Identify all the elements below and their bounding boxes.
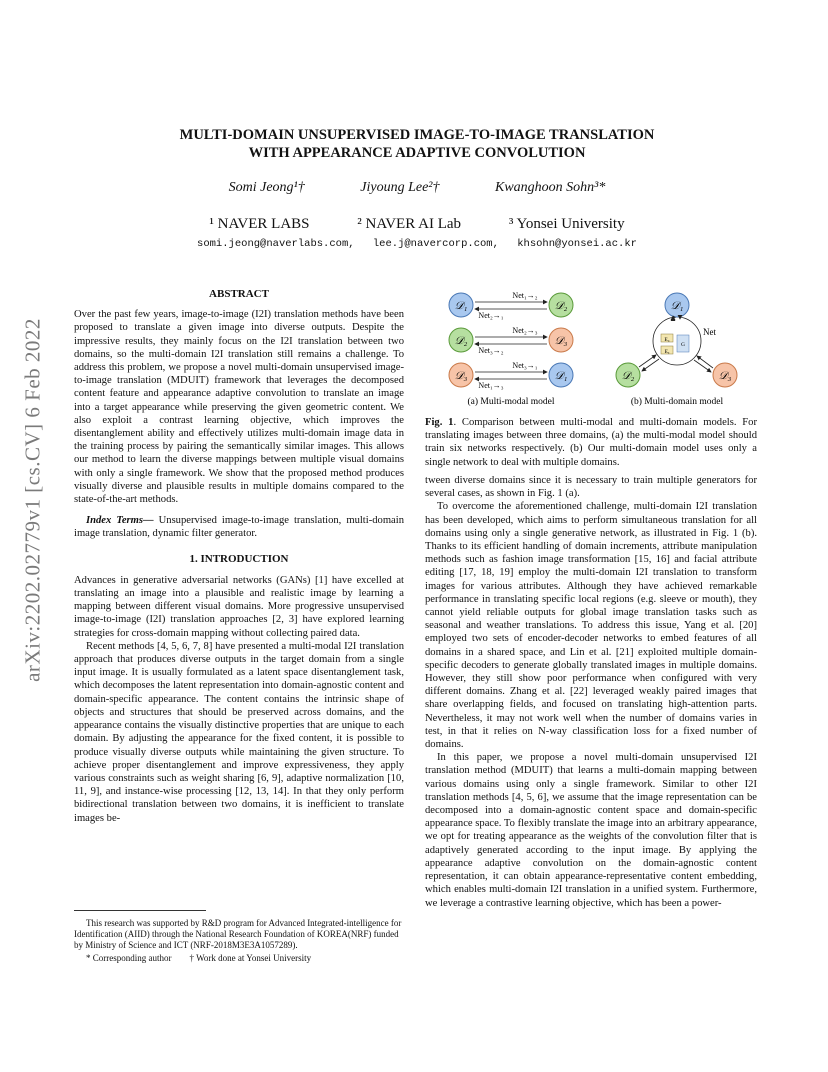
right-paragraph-2: To overcome the aforementioned challenge, multi-domain I2I translation has been developed, which aims to perform simultaneous translation for all domains using only a single generative network, as illustrated in Fig. 1 (b). Thanks to its efficient handling of domain increments, attribute manipulation methods such as fashion image transformation [15, 16] and facial attribute editing [17, 18, 19] employ the multi-domain I2I translation to transform images for various attributes. Although they have achieved remarkable performance in translating specific local regions (e.g. sleeve or mouth), they cannot yield reliable outputs for global image translation tasks such as seasonal and weather translations. To address this issue, Yang et al. [20] employed two sets of encoder-decoder networks to embed features of all domains in a shared space, and Lin et al. [21] exploited multiple domain-specific decoders to generate globally translated images in multiple domains. However, they still show poor performance when configured with very different domains. Zhang et al. [22] leveraged weakly paired images that share overlapping fields, and focused on translating high-attention parts. Nevertheless, it may not work well when the number of domains varies in test, in that it relies on N-way classification loss for a fixed number of domains. <box>425 501 757 751</box>
footnote-rule <box>74 910 206 911</box>
node-d3-row2-label: 𝒟₃ <box>554 335 568 347</box>
abstract-heading: ABSTRACT <box>209 288 269 300</box>
multi-modal-row-3 <box>449 361 573 390</box>
affiliation-3: ³ Yonsei University <box>508 216 625 232</box>
paper-title <box>74 126 760 162</box>
appearance-encoder-label: Eₐ <box>664 349 670 355</box>
index-terms-text: Unsupervised image-to-image translation, multi-domain image translation, dynamic filter generator. <box>74 515 404 540</box>
intro-heading: 1. INTRODUCTION <box>189 552 289 565</box>
generator-label: G <box>681 342 685 348</box>
right-paragraph-3: In this paper, we propose a novel multi-domain unsupervised I2I translation method (MDUIT) that learns a multi-domain mapping between various domains using only a single framework. Similar to other I2I translation methods [4, 5, 6], we assume that the image representation can be decomposed into a domain-agnostic content space and domain-specific appearance space. To flexibly translate the image into an arbitrary appearance, we opt for treating appearance as the weights of the convolution filter that is adaptively generated according to the input image. By applying the appearance adaptive convolution on the domain-agnostic content representation, it can obtain appearance-representative content embedding, which enables multi-domain I2I translation in a unified system. Furthermore, we leverage a contrastive learning objective, which has been a power- <box>425 752 758 909</box>
author-2: Jiyoung Lee²† <box>360 180 440 195</box>
node-d3-row3-label: 𝒟₃ <box>454 370 468 382</box>
node-d2-row2-label: 𝒟₂ <box>454 335 468 347</box>
figure-1-caption-label: Fig. 1 <box>425 417 454 428</box>
affiliation-1: ¹ NAVER LABS <box>209 216 310 232</box>
figure-1-caption-text: . Comparison between multi-modal and multi-domain models. For translating images between three domains, (a) the multi-modal model should train six networks respectively. (b) Our multi-domain model uses only a single network to deal with multiple domains. <box>425 417 758 468</box>
left-column <box>74 288 404 825</box>
figure-1-caption <box>425 416 757 469</box>
node-d1-row1-label: 𝒟₁ <box>454 300 468 312</box>
arxiv-sidebar <box>8 290 58 710</box>
node-d2-right-label: 𝒟₂ <box>621 370 635 382</box>
title-line-1: MULTI-DOMAIN UNSUPERVISED IMAGE-TO-IMAGE TRANSLATION <box>179 127 655 143</box>
right-paragraph-1: tween diverse domains since it is necessary to train multiple generators for several cases, as shown in Fig. 1 (a). <box>425 475 757 500</box>
email-2: lee.j@navercorp.com, <box>372 238 499 250</box>
node-d2-row1-label: 𝒟₂ <box>554 300 568 312</box>
affiliation-list <box>74 216 760 233</box>
multi-modal-row-2 <box>449 326 573 355</box>
figure-1 <box>425 283 757 408</box>
index-terms-label: Index Terms— <box>86 515 154 527</box>
author-1: Somi Jeong¹† <box>228 180 305 195</box>
net-label-1-2: Net₁→₂ <box>512 291 538 300</box>
index-terms <box>74 514 404 540</box>
net-label-1-3: Net₁→₃ <box>478 381 504 390</box>
affiliation-2: ² NAVER AI Lab <box>357 216 462 232</box>
author-3: Kwanghoon Sohn³* <box>494 180 606 195</box>
multi-domain-diagram <box>616 293 737 387</box>
net-label-3-2: Net₃→₂ <box>478 346 504 355</box>
intro-paragraph-1: Advances in generative adversarial networks (GANs) [1] have excelled at translating an image into a plausible and realistic image by learning a mapping between different visual domains. More progressive unsupervised image-to-image (I2I) translation approaches [2, 3] have explored learning strategies for cross-domain mapping without collecting paired data. <box>74 574 404 639</box>
footnote-author-notes: * Corresponding author † Work done at Yonsei University <box>86 953 312 963</box>
abstract-text: Over the past few years, image-to-image (I2I) translation methods have been proposed to translate a given image into diverse outputs. Despite the impressive results, they mainly focus on the I2I translation between two domains, so the multi-domain I2I translation still remains a challenge. To address this problem, we propose a novel multi-domain unsupervised image-to-image translation (MDUIT) framework that leverages the decomposed content feature and appearance adaptive convolution to translate an image into a target appearance while preserving the given geometric content. We also exploit a contrast learning objective, which improves the disentanglement ability and effectively utilizes multi-domain image data in the training process by pairing the semantically similar images. This allows our method to learn the diverse mappings between multiple visual domains with only a single framework. We show that the proposed method produces visually diverse and plausible results in multiple domains compared to the state-of-the-art methods. <box>74 309 404 506</box>
node-d1-right-label: 𝒟₁ <box>670 300 684 312</box>
node-d1-row3-label: 𝒟₁ <box>554 370 568 382</box>
footnote-funding: This research was supported by R&D program for Advanced Integrated-intelligence for Identification (AIID) through the National Research Foundation of KOREA(NRF) funded by Ministry of Science and ICT (NRF-2018M3E3A1057289). <box>74 918 402 950</box>
arxiv-id: arXiv:2202.02779v1 [cs.CV] 6 Feb 2022 <box>20 318 45 682</box>
email-list <box>74 238 760 250</box>
right-column <box>425 474 757 910</box>
email-1: somi.jeong@naverlabs.com, <box>197 238 355 250</box>
email-3: khsohn@yonsei.ac.kr <box>517 238 637 250</box>
intro-paragraph-2: Recent methods [4, 5, 6, 7, 8] have presented a multi-modal I2I translation approach that produces diverse outputs in the target domain from a single input image. It is usually formulated as a latent space disentanglement task, which decomposes the latent representation into domain-agnostic content and domain-specific appearance. The content contains the intrinsic shape of objects and structures that should be preserved across domains, and the appearance contains the visually distinctive properties that are unique to each domain. By adjusting the appearance for the fixed content, it is possible to produce visually diverse outputs while maintaining the given structure. To achieve proper disentanglement and improve expressiveness, they apply various constraints such as weight sharing [6, 9], adaptive normalization [10, 11, 9], and instance-wise processing [12, 13, 14]. In that they only perform bidirectional translation between two domains, it is inefficient to translate images be- <box>74 640 404 824</box>
net-label-2-3: Net₂→₃ <box>512 326 538 335</box>
net-label-3-1: Net₃→₁ <box>512 361 538 370</box>
subcaption-a: (a) Multi-modal model <box>467 397 555 407</box>
footnotes <box>74 918 404 964</box>
node-d3-right-label: 𝒟₃ <box>718 370 732 382</box>
net-label: Net <box>703 327 716 337</box>
content-encoder-label: E꜀ <box>664 337 670 343</box>
net-label-2-1: Net₂→₁ <box>478 311 504 320</box>
author-list <box>74 180 760 196</box>
title-line-2: WITH APPEARANCE ADAPTIVE CONVOLUTION <box>248 145 586 161</box>
multi-modal-row-1 <box>449 291 573 320</box>
figure-1-diagram <box>425 283 757 408</box>
subcaption-b: (b) Multi-domain model <box>630 397 724 407</box>
